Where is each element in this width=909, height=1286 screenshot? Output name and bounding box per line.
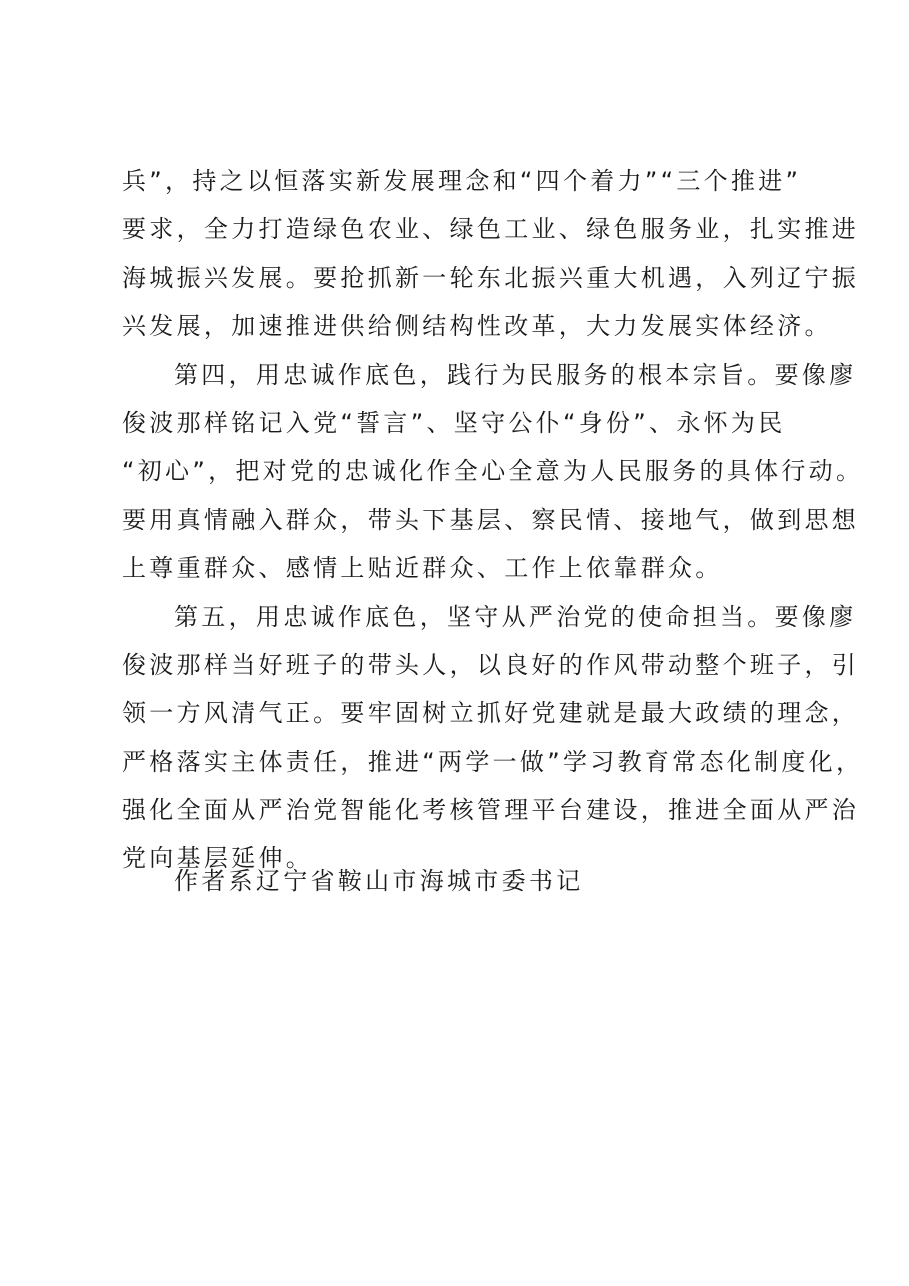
author-byline: 作者系辽宁省鞍山市海城市委书记 bbox=[174, 867, 584, 895]
text-line: 要求，全力打造绿色农业、绿色工业、绿色服务业，扎实推进 bbox=[122, 215, 860, 244]
text-line: 要用真情融入群众，带头下基层、察民情、接地气，做到思想 bbox=[122, 505, 860, 534]
text-line: 第五，用忠诚作底色，坚守从严治党的使命担当。要像廖 bbox=[174, 602, 857, 631]
text-line: “初心”，把对党的忠诚化作全心全意为人民服务的具体行动。 bbox=[122, 457, 864, 486]
text-line: 党向基层延伸。 bbox=[122, 844, 314, 873]
paragraph-fifth-point bbox=[122, 593, 864, 883]
text-line: 兵”，持之以恒落实新发展理念和“四个着力”“三个推进” bbox=[122, 167, 802, 195]
text-line: 海城振兴发展。要抢抓新一轮东北振兴重大机遇，入列辽宁振 bbox=[122, 263, 860, 292]
article-body bbox=[122, 157, 864, 883]
text-line: 强化全面从严治党智能化考核管理平台建设，推进全面从严治 bbox=[122, 796, 860, 825]
text-line: 俊波那样当好班子的带头人，以良好的作风带动整个班子，引 bbox=[122, 650, 860, 679]
text-line: 上尊重群众、感情上贴近群众、工作上依靠群众。 bbox=[122, 554, 723, 583]
paragraph-fourth-point bbox=[122, 351, 864, 593]
text-line: 第四，用忠诚作底色，践行为民服务的根本宗旨。要像廖 bbox=[174, 360, 857, 389]
text-line: 领一方风清气正。要牢固树立抓好党建就是最大政绩的理念， bbox=[122, 699, 860, 728]
paragraph-continuation bbox=[122, 157, 860, 351]
text-line: 兴发展，加速推进供给侧结构性改革，大力发展实体经济。 bbox=[122, 312, 832, 341]
text-line: 俊波那样铭记入党“誓言”、坚守公仆“身份”、永怀为民 bbox=[122, 408, 786, 437]
text-line: 严格落实主体责任，推进“两学一做”学习教育常态化制度化， bbox=[122, 747, 864, 776]
